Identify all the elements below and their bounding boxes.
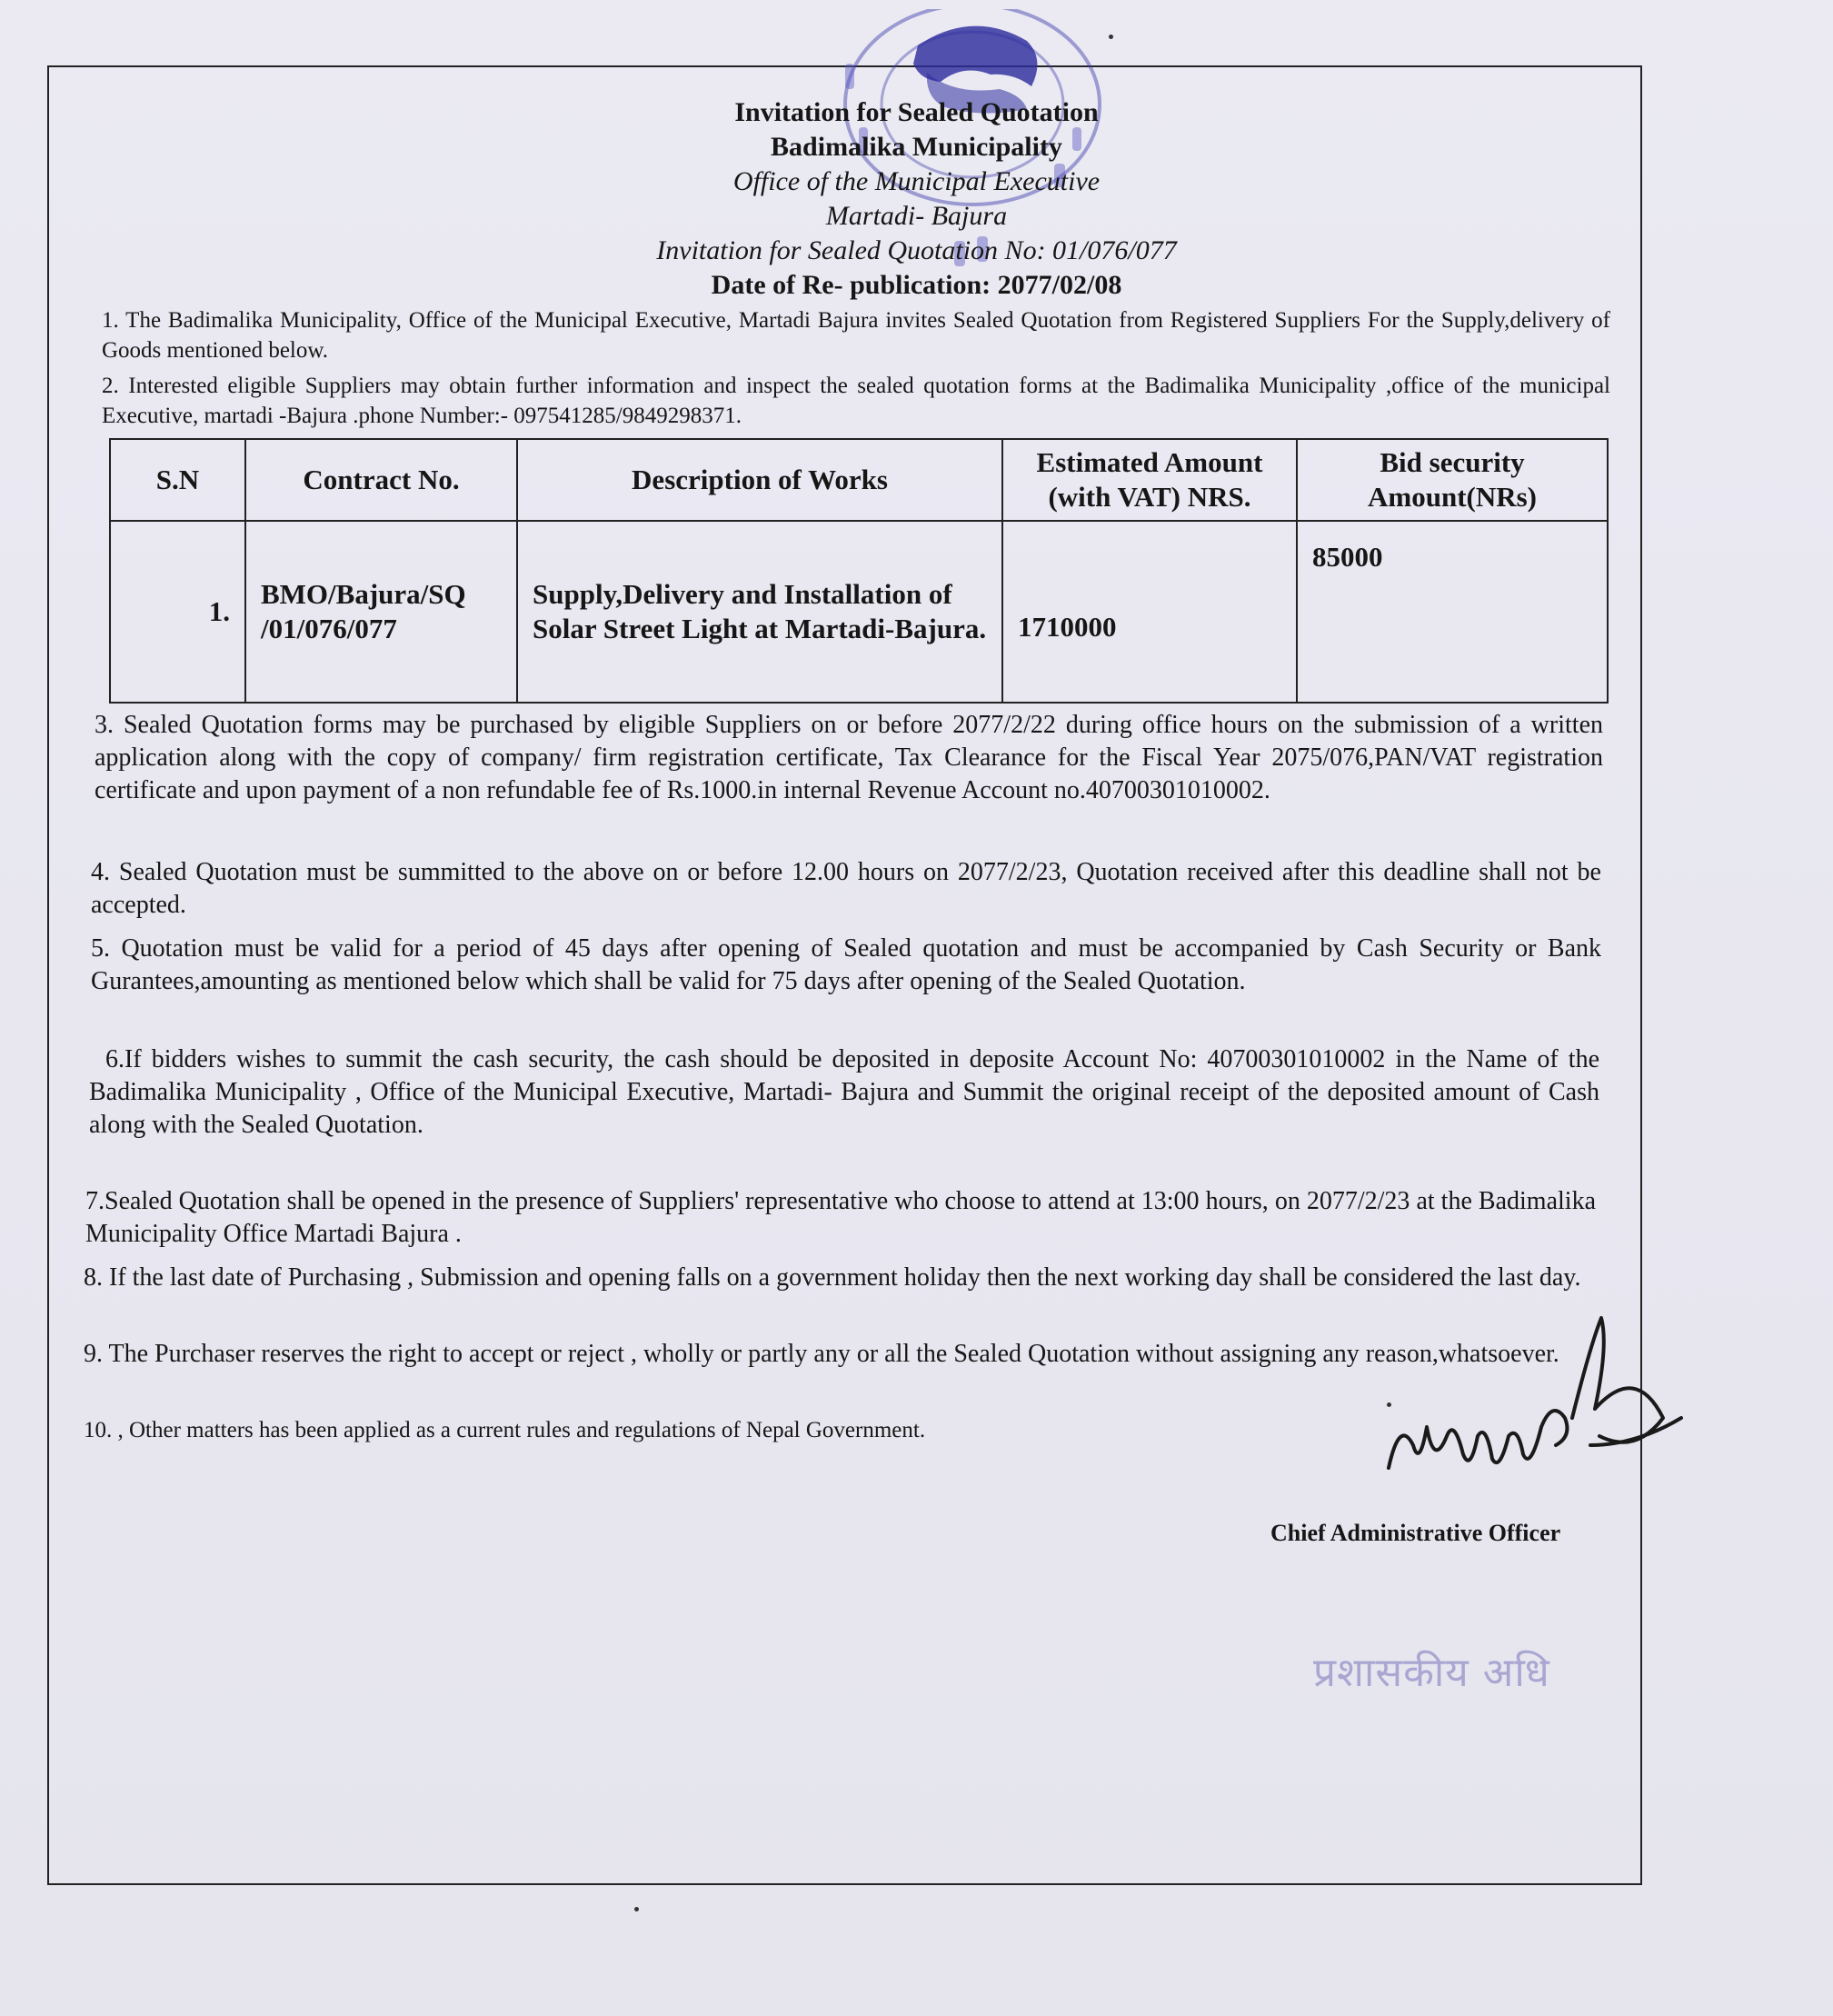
paragraph-8: 8. If the last date of Purchasing , Submission and opening falls on a government holiday then the next working day shall be considered the last day. bbox=[84, 1263, 1581, 1292]
faded-office-stamp: प्रशासकीय अधि bbox=[1313, 1650, 1550, 1696]
invitation-number: Invitation for Sealed Quotation No: 01/076/077 bbox=[656, 235, 1177, 265]
paragraph-4: 4. Sealed Quotation must be summitted to the above on or before 12.00 hours on 2077/2/23, Quotation received after this deadline shall not be accepted. bbox=[91, 858, 1601, 919]
office-name: Office of the Municipal Executive bbox=[732, 166, 1101, 196]
column-header-sn: S.N bbox=[110, 439, 245, 521]
paragraph-10: 10. , Other matters has been applied as a current rules and regulations of Nepal Government. bbox=[84, 1418, 926, 1442]
cell-description: Supply,Delivery and Installation of Solar Street Light at Martadi-Bajura. bbox=[517, 521, 1002, 703]
paragraph-5: 5. Quotation must be valid for a period of 45 days after opening of Sealed quotation and must be accompanied by Cash Security or Bank Gurantees,amounting as mentioned below which shall be valid for 75 days after opening of the Sealed Quotation. bbox=[91, 934, 1601, 995]
cell-sn: 1. bbox=[110, 521, 245, 703]
cell-contract-no: BMO/Bajura/SQ /01/076/077 bbox=[245, 521, 517, 703]
paragraph-6: 6.If bidders wishes to summit the cash security, the cash should be deposited in deposite Account No: 40700301010002 in the Name of the Badimalika Municipality , Office of the Municipal Executive, Martadi- Bajura and Summit the original receipt of the deposited amount of Cash along with the Sealed Quotation. bbox=[89, 1045, 1599, 1139]
document-title: Invitation for Sealed Quotation bbox=[734, 97, 1099, 127]
office-location: Martadi- Bajura bbox=[825, 201, 1008, 231]
handwritten-signature bbox=[1363, 1309, 1690, 1518]
contract-table bbox=[109, 438, 1609, 704]
column-header-estimated-amount: Estimated Amount (with VAT) NRS. bbox=[1002, 439, 1297, 521]
paragraph-2: 2. Interested eligible Suppliers may obtain further information and inspect the sealed quotation forms at the Badimalika Municipality ,office of the municipal Executive, martadi -Bajura .phone Number:- 097541285/9849298371. bbox=[102, 374, 1610, 428]
column-header-description: Description of Works bbox=[517, 439, 1002, 521]
table-header-row bbox=[110, 439, 1608, 521]
paragraph-7: 7.Sealed Quotation shall be opened in the presence of Suppliers' representative who choose to attend at 13:00 hours, on 2077/2/23 at the Badimalika Municipality Office Martadi Bajura . bbox=[85, 1187, 1596, 1248]
document-header bbox=[0, 95, 1833, 303]
paragraph-3: 3. Sealed Quotation forms may be purchased by eligible Suppliers on or before 2077/2/22 during office hours on the submission of a written application along with the copy of company/ firm registration certificate, Tax Clearance for the Fiscal Year 2075/076,PAN/VAT registration certificate and upon payment of a non refundable fee of Rs.1000.in internal Revenue Account no.40700301010002. bbox=[95, 711, 1603, 804]
paragraph-9: 9. The Purchaser reserves the right to accept or reject , wholly or partly any or all the Sealed Quotation without assigning any reason,whatsoever. bbox=[84, 1340, 1559, 1368]
cell-bid-security: 85000 bbox=[1297, 521, 1608, 703]
speck bbox=[1387, 1402, 1391, 1407]
speck bbox=[1109, 35, 1113, 39]
table-row bbox=[110, 521, 1608, 703]
paragraph-1: 1. The Badimalika Municipality, Office of the Municipal Executive, Martadi Bajura invites Sealed Quotation from Registered Suppliers For the Supply,delivery of Goods mentioned below. bbox=[102, 308, 1610, 363]
speck bbox=[634, 1907, 639, 1911]
column-header-bid-security: Bid security Amount(NRs) bbox=[1297, 439, 1608, 521]
republication-date: Date of Re- publication: 2077/02/08 bbox=[711, 270, 1122, 300]
cell-estimated-amount: 1710000 bbox=[1002, 521, 1297, 703]
column-header-contract-no: Contract No. bbox=[245, 439, 517, 521]
organization-name: Badimalika Municipality bbox=[771, 132, 1062, 162]
signatory-title: Chief Administrative Officer bbox=[1270, 1520, 1561, 1546]
